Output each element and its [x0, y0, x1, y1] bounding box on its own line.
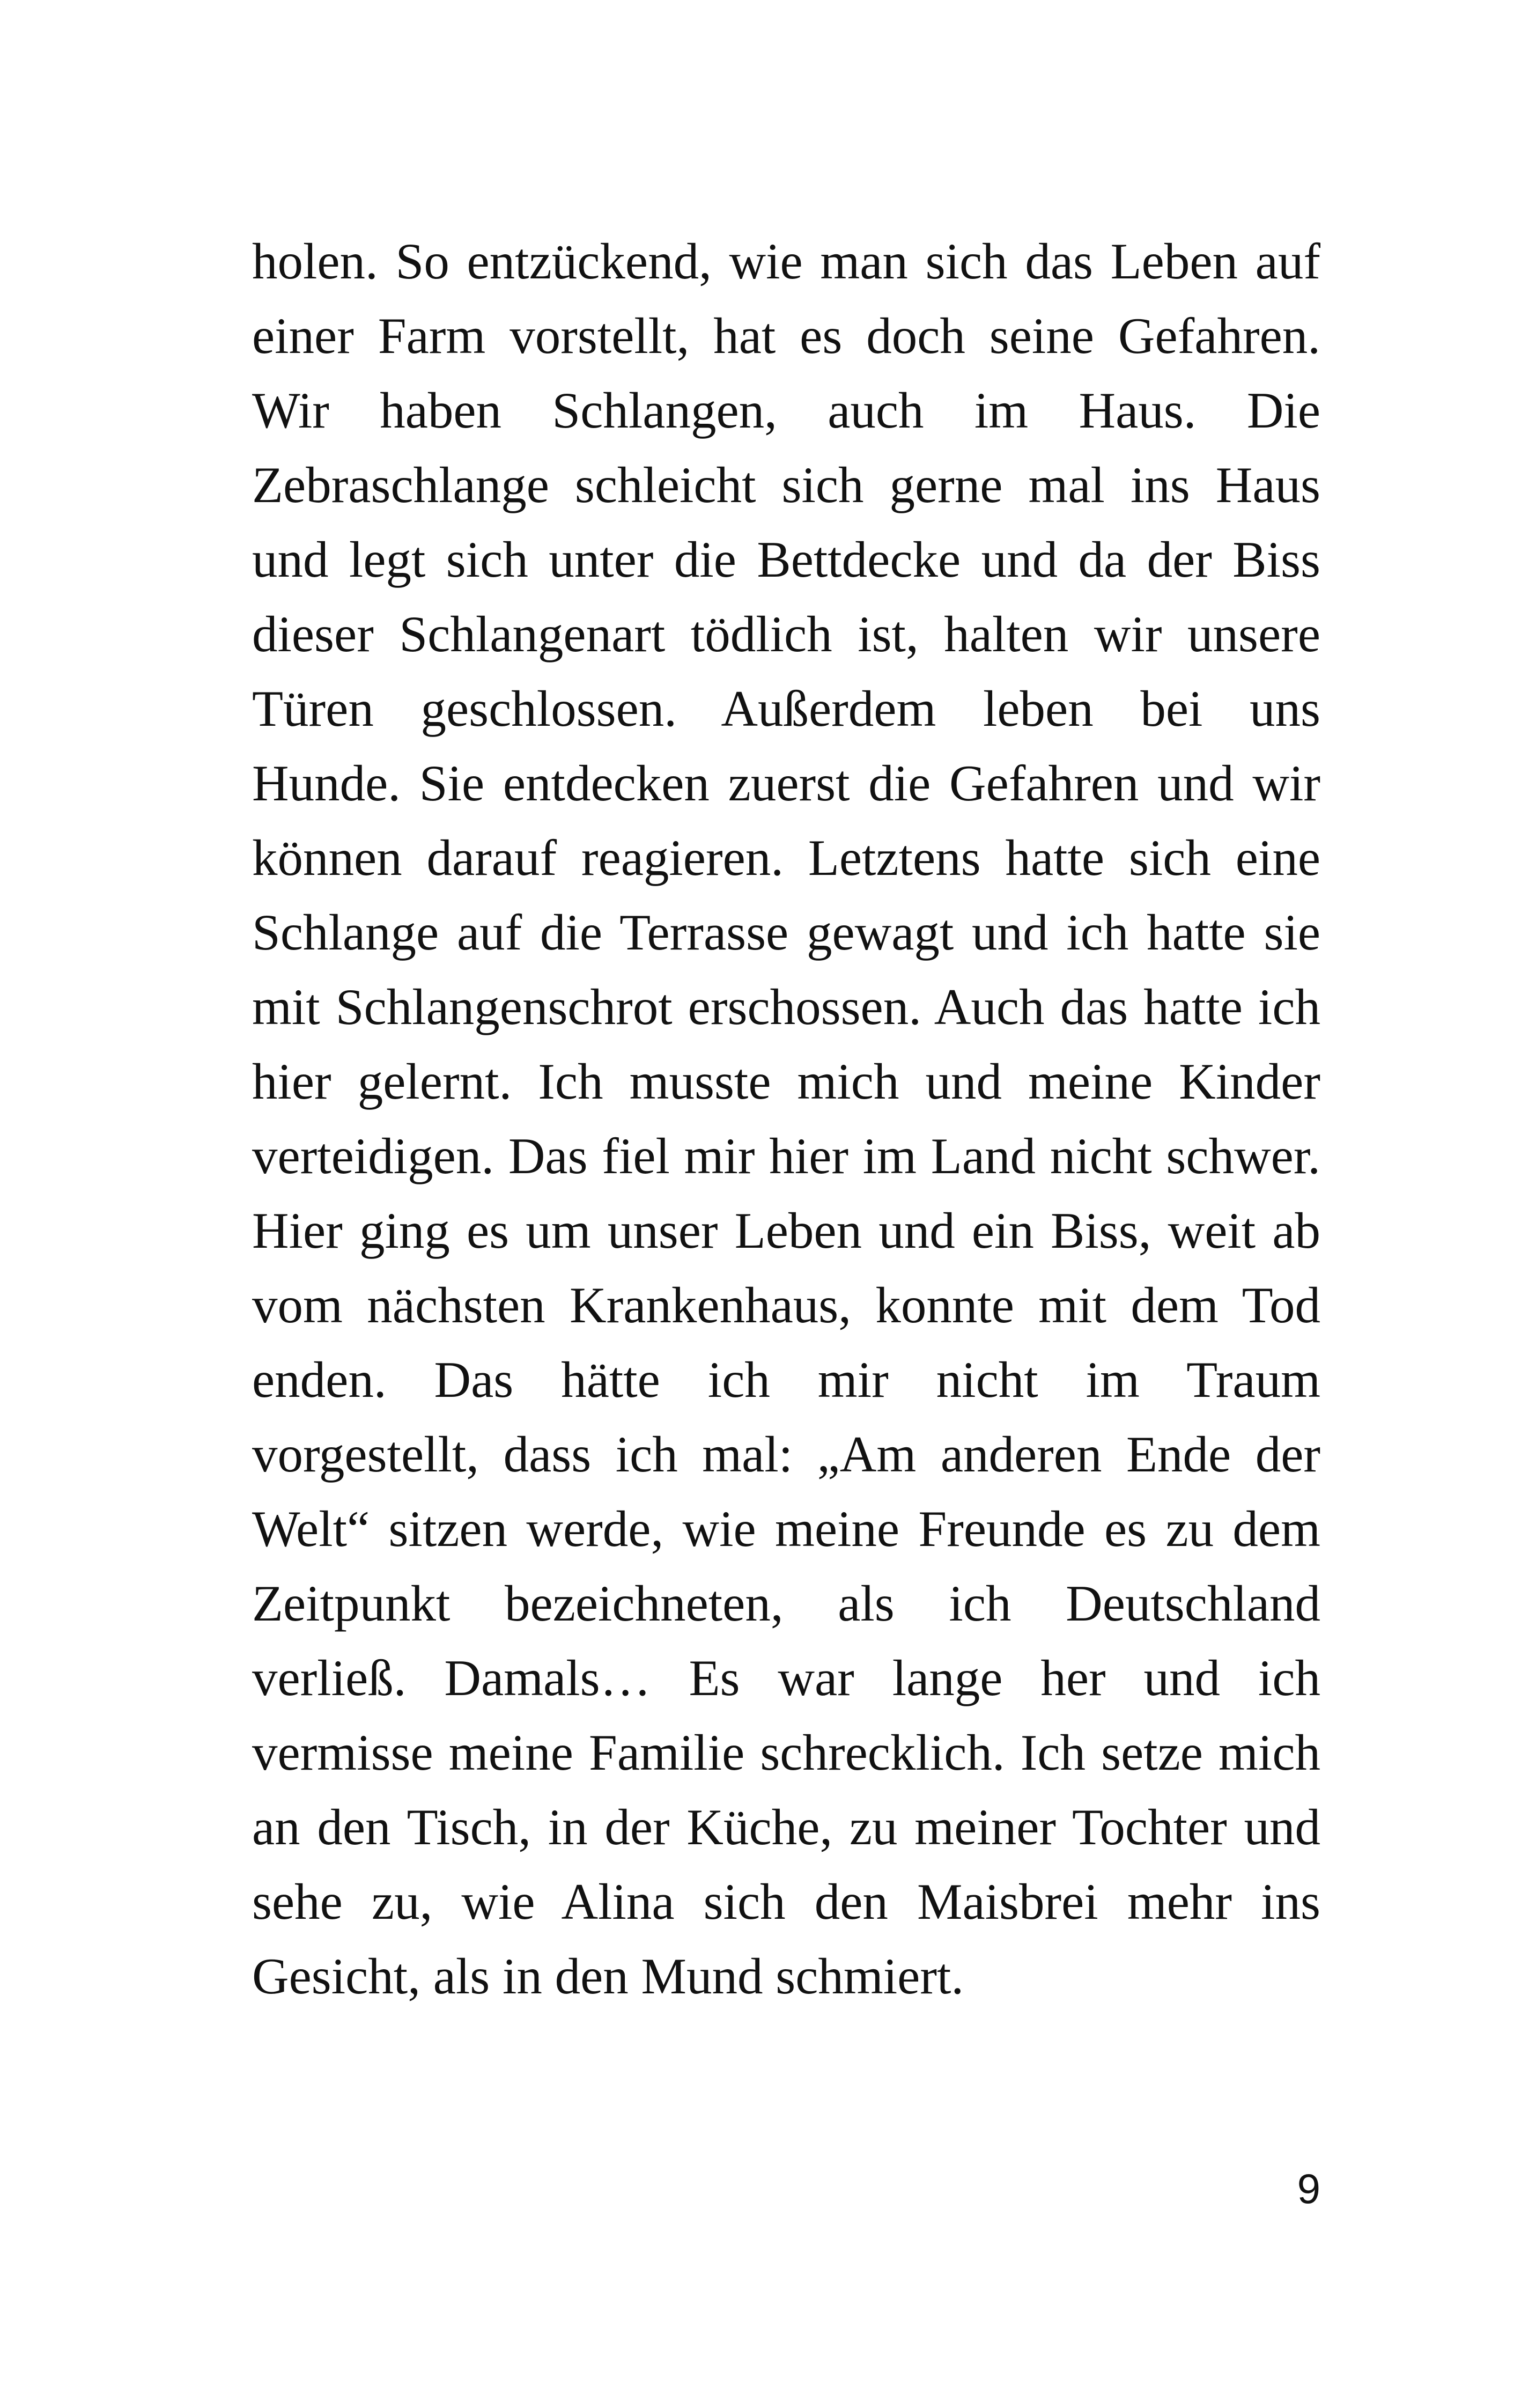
text-line: verteidigen. Das fiel mir hier im Land nicht schwer. [252, 1128, 1320, 1184]
text-line: hier gelernt. Ich musste mich und meine Kinder [252, 1053, 1320, 1110]
text-line: an den Tisch, in der Küche, zu meiner Tochter und [252, 1799, 1320, 1855]
text-line: enden. Das hätte ich mir nicht im Traum [252, 1351, 1320, 1408]
text-line: Schlange auf die Terrasse gewagt und ich hatte sie [252, 904, 1320, 961]
text-line: Hunde. Sie entdecken zuerst die Gefahren und wir [252, 755, 1320, 812]
text-line: vorgestellt, dass ich mal: „Am anderen Ende der [252, 1426, 1320, 1483]
text-line: Wir haben Schlangen, auch im Haus. Die [252, 382, 1320, 439]
text-line: vermisse meine Familie schrecklich. Ich setze mich [252, 1724, 1320, 1781]
body-text [252, 224, 1320, 2014]
text-line: mit Schlangenschrot erschossen. Auch das hatte ich [252, 978, 1320, 1035]
text-line: Zebraschlange schleicht sich gerne mal ins Haus [252, 456, 1320, 513]
text-line: Zeitpunkt bezeichneten, als ich Deutschland [252, 1575, 1320, 1632]
text-line: dieser Schlangenart tödlich ist, halten wir unsere [252, 606, 1320, 662]
text-line: und legt sich unter die Bettdecke und da der Biss [252, 531, 1320, 588]
page-number: 9 [1297, 2165, 1320, 2212]
text-line: Türen geschlossen. Außerdem leben bei uns [252, 680, 1320, 737]
text-line: einer Farm vorstellt, hat es doch seine Gefahren. [252, 307, 1320, 364]
text-line: können darauf reagieren. Letztens hatte sich eine [252, 829, 1320, 886]
text-line: sehe zu, wie Alina sich den Maisbrei mehr ins [252, 1873, 1320, 1930]
text-line: vom nächsten Krankenhaus, konnte mit dem Tod [252, 1277, 1320, 1334]
text-line: Welt“ sitzen werde, wie meine Freunde es zu dem [252, 1500, 1320, 1557]
text-line: Hier ging es um unser Leben und ein Biss, weit ab [252, 1202, 1320, 1259]
text-line: holen. So entzückend, wie man sich das Leben auf [252, 233, 1320, 290]
text-line: verließ. Damals… Es war lange her und ich [252, 1649, 1320, 1706]
text-line: Gesicht, als in den Mund schmiert. [252, 1948, 964, 2005]
